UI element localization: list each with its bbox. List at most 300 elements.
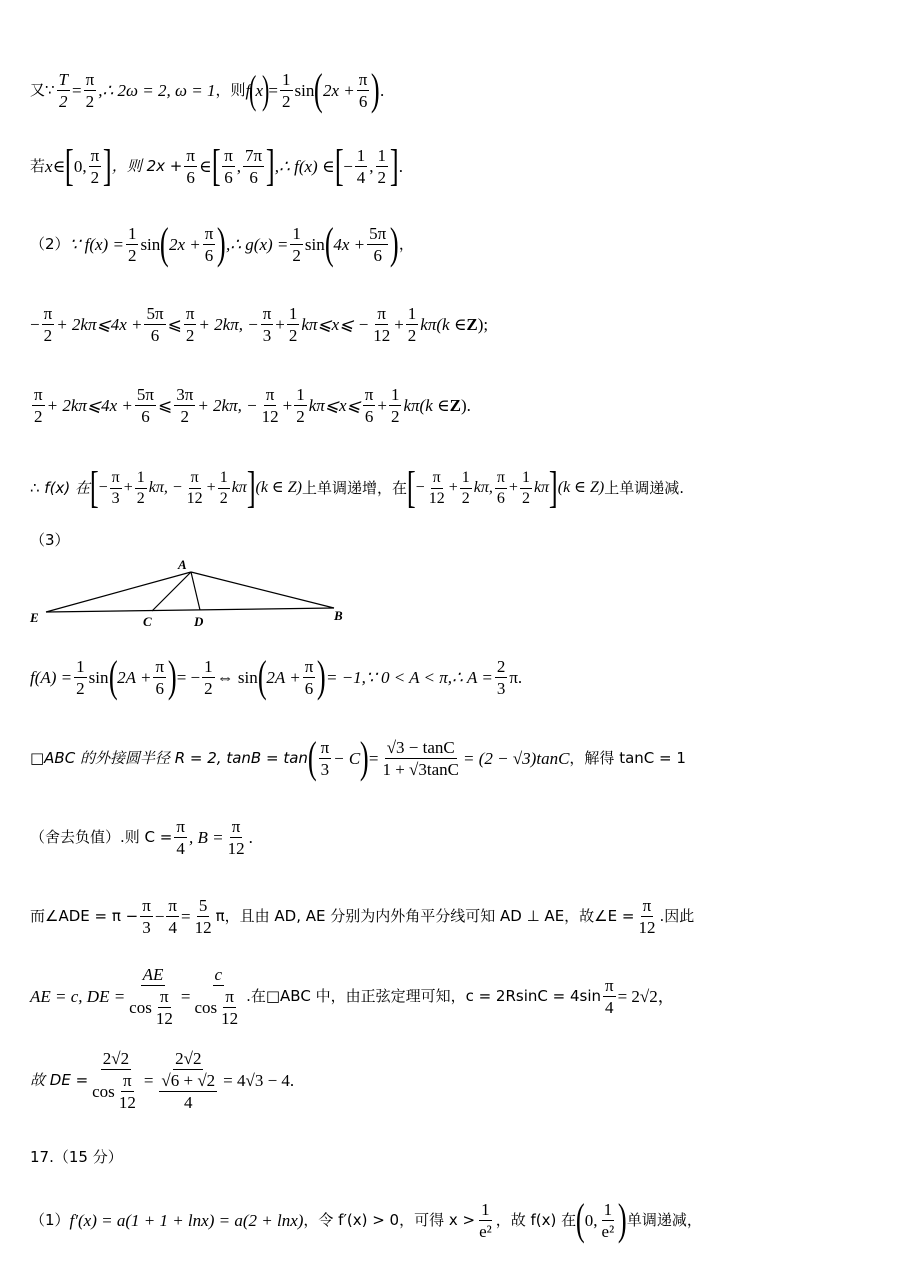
text: 6: [224, 167, 233, 187]
text: 12: [261, 407, 279, 426]
text: +: [123, 479, 133, 496]
text: 2: [59, 91, 68, 111]
text: 4: [168, 918, 177, 937]
fraction: [603, 977, 616, 1016]
text: 3: [496, 678, 506, 698]
text: f(A) =: [30, 667, 73, 687]
fraction: [294, 386, 307, 425]
text: 1: [481, 1199, 490, 1219]
text: +: [377, 396, 387, 415]
text: π: [605, 976, 614, 995]
text: f′(x) = a(1 + 1 + lnx) = a(2 + lnx): [69, 1210, 304, 1230]
text: 而∠ADE = π −: [30, 907, 139, 925]
text: （1）: [30, 1210, 70, 1229]
fraction: [243, 147, 264, 186]
text: −: [98, 479, 108, 496]
text: kπ⩽x⩽: [308, 396, 361, 415]
fraction: [174, 386, 195, 425]
text: 1: [288, 304, 298, 323]
triangle-figure: [28, 556, 358, 628]
text: +: [206, 479, 216, 496]
fraction: [166, 897, 179, 936]
text: 6: [155, 678, 165, 698]
text: 又∵: [30, 80, 55, 99]
line-2: [30, 141, 403, 190]
text: 2: [34, 407, 43, 426]
line-14: [30, 1150, 123, 1165]
paren: (: [108, 652, 118, 701]
text: 6: [141, 407, 150, 426]
fraction: [135, 470, 147, 507]
fraction: [520, 470, 532, 507]
text: 7π: [245, 145, 263, 165]
text: π: [431, 470, 443, 489]
text: π: [142, 896, 151, 915]
text: =: [72, 80, 82, 100]
text: π: [642, 896, 652, 915]
text: 1: [460, 470, 472, 489]
fraction: [226, 818, 247, 857]
text: 6: [186, 167, 195, 187]
text: π: [85, 69, 95, 89]
text: π: [168, 896, 177, 915]
line-7: [30, 533, 70, 548]
text: 4: [176, 839, 185, 858]
text: c: [214, 965, 223, 984]
fraction: [126, 225, 139, 264]
text: π: [495, 470, 507, 489]
fraction: [32, 386, 45, 425]
text: 2: [282, 91, 291, 111]
paren: ): [371, 65, 381, 114]
fraction: [376, 147, 389, 186]
text: .: [380, 80, 385, 100]
text: 2: [407, 326, 417, 345]
text: ,∴ 2ω = 2, ω = 1: [98, 80, 216, 100]
fraction: [477, 1201, 494, 1240]
text: 0,: [584, 1210, 598, 1230]
fraction: [460, 470, 472, 507]
fraction: [117, 1072, 138, 1111]
text: 5π: [369, 223, 387, 243]
text: cos: [194, 998, 218, 1017]
line-10: [30, 818, 253, 857]
text: + 2kπ⩽4x +: [46, 396, 133, 415]
text: π: [265, 385, 275, 404]
line-5: [30, 386, 471, 425]
text: kπ,: [473, 479, 493, 496]
text: 2x +: [168, 234, 201, 254]
text: + 2kπ, −: [198, 315, 259, 334]
text: −: [154, 907, 165, 926]
bracket: ]: [389, 141, 399, 190]
text: .: [398, 156, 403, 176]
text: = 4√3 − 4: [223, 1071, 290, 1090]
text: 故 DE =: [30, 1071, 89, 1089]
text: 上单调递减.: [604, 478, 685, 497]
text: 2A +: [117, 667, 152, 687]
text: 1: [520, 470, 532, 489]
bracket: ]: [103, 141, 112, 190]
bracket: [: [89, 463, 99, 512]
fraction: [363, 386, 376, 425]
text: (k ∈ Z): [557, 479, 605, 496]
text: sin: [88, 667, 109, 687]
bracket: ]: [266, 141, 275, 190]
text: + 2kπ, −: [197, 396, 258, 415]
text: 12: [194, 918, 212, 937]
text: π: [176, 817, 185, 836]
paren: ): [262, 67, 270, 112]
text: 2: [127, 245, 137, 265]
label-C: C: [143, 614, 152, 628]
text: −: [30, 315, 40, 334]
paren: (: [257, 652, 267, 701]
text: 3: [142, 918, 151, 937]
text: T: [58, 69, 69, 89]
text: 6: [204, 245, 214, 265]
fraction: [42, 305, 55, 344]
paren: (: [249, 67, 257, 112]
paren: (: [160, 219, 170, 268]
text: .在□ABC 中，由正弦定理可知，c = 2RsinC = 4sin: [246, 987, 601, 1005]
fraction: [154, 988, 175, 1027]
fraction: [184, 305, 197, 344]
text: −: [415, 479, 425, 496]
text: ，: [398, 234, 414, 253]
text: ,: [369, 156, 374, 176]
text: 12: [118, 1093, 136, 1112]
line-EB: [46, 608, 334, 612]
text: 1: [356, 145, 366, 165]
fraction: [636, 897, 657, 936]
text: 12: [373, 326, 391, 345]
text: π: [377, 304, 386, 323]
text: ，则 2x +: [111, 156, 183, 175]
paren: ): [317, 652, 327, 701]
line-AB: [191, 572, 334, 608]
text: +: [275, 315, 285, 334]
fraction: [185, 470, 205, 507]
text: π: [304, 656, 314, 676]
text: ∵ f(x) =: [69, 234, 124, 254]
text: .因此: [659, 907, 695, 925]
fraction: [159, 1072, 217, 1111]
text: kπ: [533, 479, 550, 496]
text: AE: [142, 965, 164, 984]
text: 2: [180, 407, 190, 426]
text: π: [43, 304, 53, 323]
fraction: [202, 658, 215, 697]
text: 2: [76, 678, 85, 698]
text: +: [508, 479, 518, 496]
text: 2: [296, 407, 305, 426]
text: π: [110, 470, 122, 489]
text: 2A +: [266, 667, 301, 687]
text: ,∴ f(x) ∈: [274, 156, 335, 176]
text: ⩽: [157, 396, 173, 415]
text: = 2√2，: [617, 987, 675, 1006]
text: π: [364, 385, 374, 404]
text: 2: [390, 407, 400, 426]
text: 17.（15 分）: [30, 1148, 123, 1166]
text: 1: [407, 304, 417, 323]
text: ，则: [215, 80, 246, 99]
denominator: [155, 1070, 221, 1111]
label-E: E: [30, 610, 39, 625]
text: 2: [136, 489, 145, 507]
text: 2√2: [102, 1049, 130, 1068]
paren: (: [314, 65, 324, 114]
text: 6: [249, 167, 258, 187]
text: π: [224, 145, 233, 165]
text: 上单调递增，在: [301, 478, 407, 497]
text: );: [477, 315, 489, 334]
text: 4: [605, 998, 614, 1017]
text: + 2kπ⩽4x +: [56, 315, 143, 334]
text: 2: [219, 489, 228, 507]
text: 4: [184, 1093, 193, 1112]
text: 12: [221, 1009, 239, 1028]
fraction: [261, 305, 274, 344]
text: 2x +: [323, 80, 355, 100]
text: 4x +: [333, 234, 366, 254]
text: 2: [204, 678, 213, 698]
text: 若: [30, 156, 46, 175]
text: π: [189, 470, 201, 489]
text: 5π: [146, 304, 164, 323]
line-8: [30, 652, 523, 701]
text: 1: [603, 1199, 613, 1219]
paren: (: [307, 733, 317, 782]
label-A: A: [178, 557, 187, 572]
line-AD: [191, 572, 200, 610]
text: 6: [304, 678, 314, 698]
bracket: ]: [246, 463, 256, 512]
fraction: [495, 470, 507, 507]
text: π: [358, 69, 368, 89]
text: .: [289, 1071, 295, 1090]
fraction: [135, 386, 156, 425]
text: 2: [90, 167, 100, 187]
fraction: [89, 147, 102, 186]
fraction: [110, 470, 122, 507]
fraction: [127, 966, 179, 1027]
denominator: [90, 1070, 142, 1111]
text: =: [368, 748, 379, 768]
text: ∴ f(x) 在: [30, 478, 90, 497]
text: 1: [76, 656, 85, 676]
text: 1: [135, 470, 147, 489]
text: π: [155, 656, 165, 676]
text: （舍去负值）.则 C =: [30, 828, 173, 846]
text: 0,: [73, 156, 87, 176]
text: +: [394, 315, 404, 334]
text: =: [181, 907, 191, 926]
text: =: [143, 1071, 154, 1090]
text: 1 + √3tanC: [382, 759, 459, 779]
text: 2: [496, 656, 506, 676]
fraction: [367, 225, 388, 264]
fraction: [495, 658, 508, 697]
text: sin: [140, 234, 161, 254]
text: 1: [292, 223, 301, 243]
text: √6 + √2: [161, 1071, 216, 1090]
text: 6: [150, 326, 160, 345]
text: 1: [296, 385, 305, 404]
fraction: [319, 739, 332, 778]
text: = −: [176, 667, 201, 687]
text: π: [185, 304, 195, 323]
text: .: [248, 828, 253, 847]
text: sin: [294, 80, 315, 100]
text: （3）: [30, 531, 70, 549]
text: ，令 f′(x) > 0，可得 x >: [303, 1210, 476, 1229]
text: 1: [390, 385, 400, 404]
text: π: [160, 987, 169, 1006]
fraction: [303, 658, 316, 697]
text: 2: [85, 91, 95, 111]
text: = −1,∵ 0 < A < π,∴ A =: [325, 667, 493, 687]
text: π: [34, 385, 43, 404]
text: 1: [282, 69, 291, 89]
text: +: [448, 479, 458, 496]
bracket: ]: [549, 463, 558, 512]
text: 3: [111, 489, 120, 507]
text: π: [186, 145, 195, 165]
text: 6: [364, 407, 374, 426]
line-4: [30, 305, 488, 344]
text: ⇔ sin: [216, 667, 258, 687]
fraction: [192, 966, 244, 1027]
paren: ): [167, 652, 177, 701]
text: 2: [377, 167, 387, 187]
line-6: [30, 463, 685, 512]
bracket: [: [211, 141, 221, 190]
fraction: [222, 147, 235, 186]
bracket: [: [65, 141, 74, 190]
text: 1: [377, 145, 387, 165]
fraction: [153, 658, 166, 697]
fraction: [357, 71, 370, 110]
text: π: [320, 737, 330, 757]
line-9: [30, 733, 686, 782]
text: − C: [333, 748, 361, 768]
text: ，解得 tanC = 1: [569, 748, 686, 767]
fraction: [600, 1201, 617, 1240]
fraction: [355, 147, 368, 186]
fraction: [84, 71, 97, 110]
fraction: [280, 71, 293, 110]
denominator: [127, 986, 179, 1027]
fraction: [290, 225, 303, 264]
text: kπ⩽x⩽ −: [301, 315, 370, 334]
text: ,∴ g(x) =: [225, 234, 289, 254]
fraction: [219, 988, 240, 1027]
line-13: [30, 1050, 294, 1111]
text: π: [123, 1071, 132, 1090]
fraction: [74, 658, 87, 697]
text: kπ, −: [148, 479, 183, 496]
text: 12: [155, 1009, 173, 1028]
bracket: [: [406, 463, 416, 512]
fraction: [184, 147, 197, 186]
text: x: [45, 156, 53, 176]
line-3: [30, 219, 414, 268]
paren: ): [618, 1195, 627, 1244]
line-11: [30, 897, 694, 936]
paren: ): [217, 219, 227, 268]
text: π: [262, 304, 272, 323]
text: , B =: [188, 828, 224, 847]
fraction: [371, 305, 392, 344]
text: 6: [496, 489, 505, 507]
text: ,: [236, 156, 242, 176]
text: 3π: [176, 385, 194, 404]
text: 3: [320, 759, 330, 779]
text: 3: [262, 326, 272, 345]
denominator: [192, 986, 244, 1027]
text: 2: [521, 489, 530, 507]
text: π: [90, 145, 100, 165]
line-12: [30, 966, 675, 1027]
text: 2: [288, 326, 298, 345]
line-1: [30, 65, 385, 114]
text: e²: [479, 1221, 492, 1241]
text: ，故 f(x) 在: [495, 1210, 577, 1229]
text: 1: [204, 656, 213, 676]
text: Z: [449, 396, 461, 415]
fraction: [427, 470, 447, 507]
text: 单调递减，: [626, 1210, 702, 1229]
text: cos: [92, 1082, 115, 1101]
paren: (: [324, 219, 334, 268]
text: 2: [185, 326, 195, 345]
fraction: [406, 305, 419, 344]
bracket: [: [334, 141, 344, 190]
text: 2: [43, 326, 53, 345]
text: f: [245, 80, 251, 100]
fraction: [203, 225, 216, 264]
text: 5π: [136, 385, 154, 404]
text: 12: [227, 839, 245, 858]
text: +: [282, 396, 293, 415]
text: =: [268, 80, 279, 100]
fraction: [90, 1050, 142, 1111]
text: 12: [428, 489, 445, 507]
fraction: [380, 739, 461, 778]
text: 6: [373, 245, 382, 265]
text: π: [225, 987, 234, 1006]
text: π: [204, 223, 214, 243]
fraction: [155, 1050, 221, 1111]
line-EA: [46, 572, 191, 612]
text: 5: [198, 896, 208, 915]
text: ).: [460, 396, 471, 415]
text: (k ∈ Z): [255, 479, 302, 496]
text: AE = c, DE =: [30, 987, 126, 1006]
text: 1: [218, 470, 230, 489]
text: ∈: [52, 156, 66, 176]
paren: ): [360, 733, 369, 782]
paren: (: [576, 1195, 585, 1244]
fraction: [218, 470, 230, 507]
fraction: [260, 386, 281, 425]
text: 12: [638, 918, 656, 937]
text: Z: [466, 315, 478, 334]
text: 12: [186, 489, 203, 507]
fraction: [389, 386, 402, 425]
